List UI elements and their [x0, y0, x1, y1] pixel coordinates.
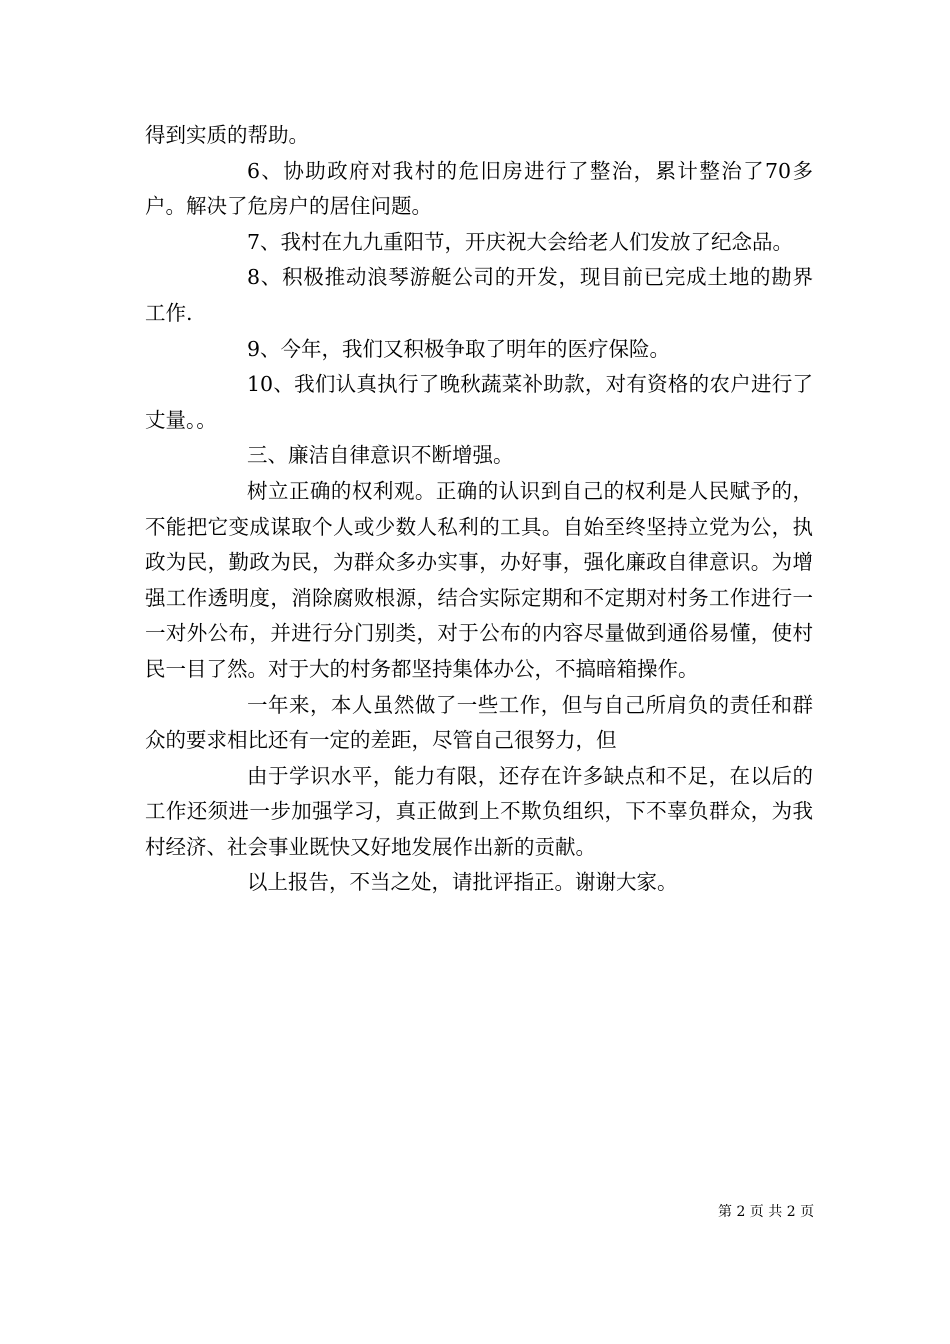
paragraph-item-7: 7、我村在九九重阳节，开庆祝大会给老人们发放了纪念品。: [247, 229, 794, 254]
section-heading-3: 三、廉洁自律意识不断增强。: [247, 443, 514, 468]
paragraph-1: 得到实质的帮助。: [145, 123, 309, 147]
paragraph-item-6: 6、协助政府对我村的危旧房进行了整治，累计整治了70多户。解决了危房户的居住问题。: [145, 158, 813, 219]
paragraph-item-9: 9、今年，我们又积极争取了明年的医疗保险。: [247, 336, 671, 361]
paragraph-year-review: 一年来，本人虽然做了一些工作，但与自己所肩负的责任和群众的要求相比还有一定的差距，尽管自己很努力，但: [145, 692, 813, 753]
paragraph-closing: 以上报告，不当之处，请批评指正。谢谢大家。: [247, 870, 678, 895]
paragraph-shortcomings: 由于学识水平，能力有限，还存在许多缺点和不足，在以后的工作还须进一步加强学习，真正做到上不欺负组织，下不辜负群众，为我村经济、社会事业既快又好地发展作出新的贡献。: [145, 763, 813, 859]
paragraph-integrity: 树立正确的权利观。正确的认识到自己的权利是人民赋予的，不能把它变成谋取个人或少数人私利的工具。自始至终坚持立党为公，执政为民，勤政为民，为群众多办实事，办好事，强化廉政自律意识。为增强工作透明度，消除腐败根源，结合实际定期和不定期对村务工作进行一一对外公布，并进行分门别类，对于公布的内容尽量做到通俗易懂，使村民一目了然。对于大的村务都坚持集体办公，不搞暗箱操作。: [145, 478, 813, 681]
document-body: [145, 118, 813, 901]
paragraph-item-10: 10、我们认真执行了晚秋蔬菜补助款，对有资格的农户进行了丈量。。: [145, 372, 813, 432]
page-number-footer: 第 2 页 共 2 页: [718, 1204, 815, 1220]
paragraph-item-8: 8、积极推动浪琴游艇公司的开发，现目前已完成土地的勘界工作.: [145, 265, 813, 325]
